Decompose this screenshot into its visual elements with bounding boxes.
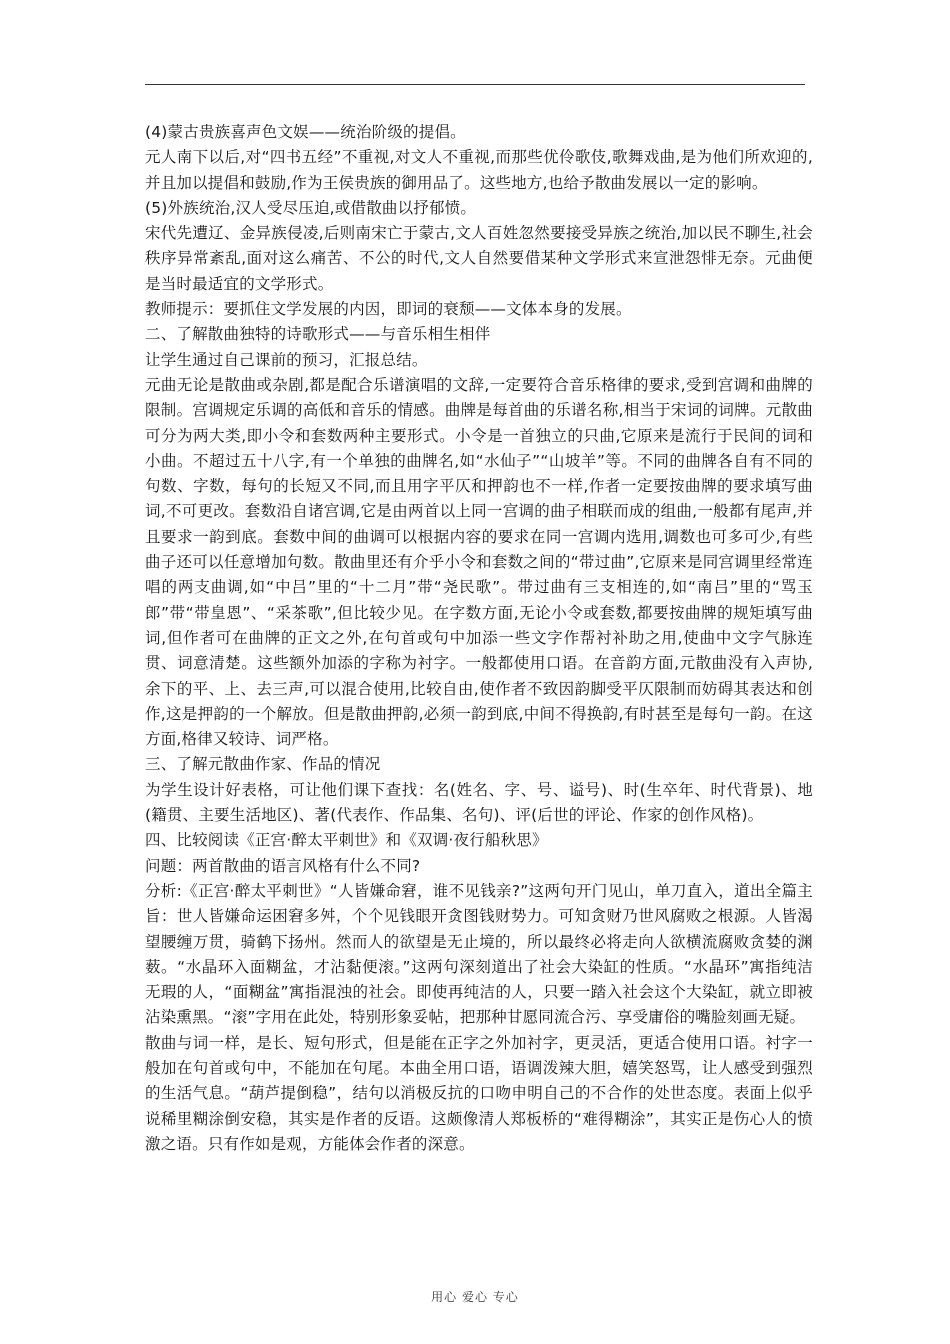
paragraph-heading-4: (4)蒙古贵族喜声色文娱——统治阶级的提倡。 [145,123,466,141]
question: 问题：两首散曲的语言风格有什么不同? [145,856,421,875]
paragraph: 元人南下以后,对“四书五经”不重视,对文人不重视,而那些优伶歌伎,歌舞戏曲,是为他们所欢迎的,并且加以提倡和鼓励,作为王侯贵族的御用品了。这些地方,也给予散曲发展以一定的影响。 [145,148,813,192]
teacher-tip: 教师提示：要抓住文学发展的内因，即词的衰颓——文体本身的发展。 [145,300,632,319]
paragraph: 元曲无论是散曲或杂剧,都是配合乐谱演唱的文辞,一定要符合音乐格律的要求,受到宫调和曲牌的限制。宫调规定乐调的高低和音乐的情感。曲牌是每首曲的乐谱名称,相当于宋词的词牌。元散曲可分为两大类,即小令和套数两种主要形式。小令是一首独立的只曲,它原来是流行于民间的词和小曲。不超过五十八字,有一个单独的曲牌名,如“水仙子”“山坡羊”等。不同的曲牌各自有不同的句数、字数，每句的长短又不同,而且用字平仄和押韵也不一样,作者一定要按曲牌的要求填写曲词,不可更改。套数沿自诸宫调,它是由两首以上同一宫调的曲子相联而成的组曲,一般都有尾声,并且要求一韵到底。套数中间的曲调可以根据内容的要求在同一宫调内选用,调数也可多可少,有些曲子还可以任意增加句数。散曲里还有介乎小令和套数之间的“带过曲”,它原来是同宫调里经常连唱的两支曲调,如“中吕”里的“十二月”带“尧民歌”。带过曲有三支相连的,如“南吕”里的“骂玉郎”带“带皇恩”、“采茶歌”,但比较少见。在字数方面,无论小令或套数,都要按曲牌的规矩填写曲词,但作者可在曲牌的正文之外,在句首或句中加添一些文字作帮衬补助之用,使曲中文字气脉连贯、词意清楚。这些额外加添的字称为衬字。一般都使用口语。在音韵方面,元散曲没有入声协,余下的平、上、去三声,可以混合使用,比较自由,使作者不致因韵脚受平仄限制而妨碍其表达和创作,这是押韵的一个解放。但是散曲押韵,必须一韵到底,中间不得换韵,有时甚至是每句一韵。在这方面,格律又较诗、词严格。 [145,375,813,749]
paragraph: 让学生通过自己课前的预习，汇报总结。 [145,350,428,369]
paragraph-heading-5: (5)外族统治,汉人受尽压迫,或借散曲以抒郁愤。 [145,198,477,217]
page-footer: 用心 爱心 专心 [431,1290,519,1304]
section-heading-4: 四、比较阅读《正宫·醉太平刺世》和《双调·夜行船秋思》 [145,831,548,850]
section-heading-3: 三、了解元散曲作家、作品的情况 [145,755,381,774]
paragraph: 散曲与词一样，是长、短句形式，但是能在正字之外加衬字，更灵活，更适合使用口语。衬字一般加在句首或句中，不能加在句尾。本曲全用口语，语调泼辣大胆，嬉笑怒骂，让人感受到强烈的生活气息。“葫芦提倒稳”，结句以消极反抗的口吻申明自己的不合作的处世态度。表面上似乎说稀里糊涂倒安稳，其实是作者的反语。这颇像清人郑板桥的“难得糊涂”，其实正是伤心人的愤激之语。只有作如是观，方能体会作者的深意。 [145,1033,813,1153]
document-body [145,120,813,1157]
paragraph: 为学生设计好表格，可让他们课下查找：名(姓名、字、号、谥号)、时(生卒年、时代背景)、地(籍贯、主要生活地区)、著(代表作、作品集、名句)、评(后世的评论、作家的创作风格)。 [145,780,813,825]
analysis-paragraph: 分析:《正宫·醉太平刺世》“人皆嫌命窘，谁不见钱亲?”这两句开门见山，单刀直入，道出全篇主旨：世人皆嫌命运困窘多舛，个个见钱眼开贪图钱财势力。可知贪财乃世风腐败之根源。人皆渴望腰缠万贯，骑鹤下扬州。然而人的欲望是无止境的，所以最终必将走向人欲横流腐败贪婪的渊薮。“水晶环入面糊盆，才沾黏便滚。”这两句深刻道出了社会大染缸的性质。“水晶环”寓指纯洁无瑕的人，“面糊盆”寓指混浊的社会。即使再纯洁的人，只要一踏入社会这个大染缸，就立即被沾染熏黑。“滚”字用在此处，特别形象妥帖，把那种甘愿同流合污、享受庸俗的嘴脸刻画无疑。 [145,881,813,1027]
paragraph: 宋代先遭辽、金异族侵凌,后则南宋亡于蒙古,文人百姓忽然要接受异族之统治,加以民不聊生,社会秩序异常紊乱,面对这么痛苦、不公的时代,文人自然要借某种文学形式来宣泄怨悱无奈。元曲便是当时最适宜的文学形式。 [145,224,813,293]
section-heading-2: 二、了解散曲独特的诗歌形式——与音乐相生相伴 [145,325,491,344]
header-rule [145,84,805,85]
